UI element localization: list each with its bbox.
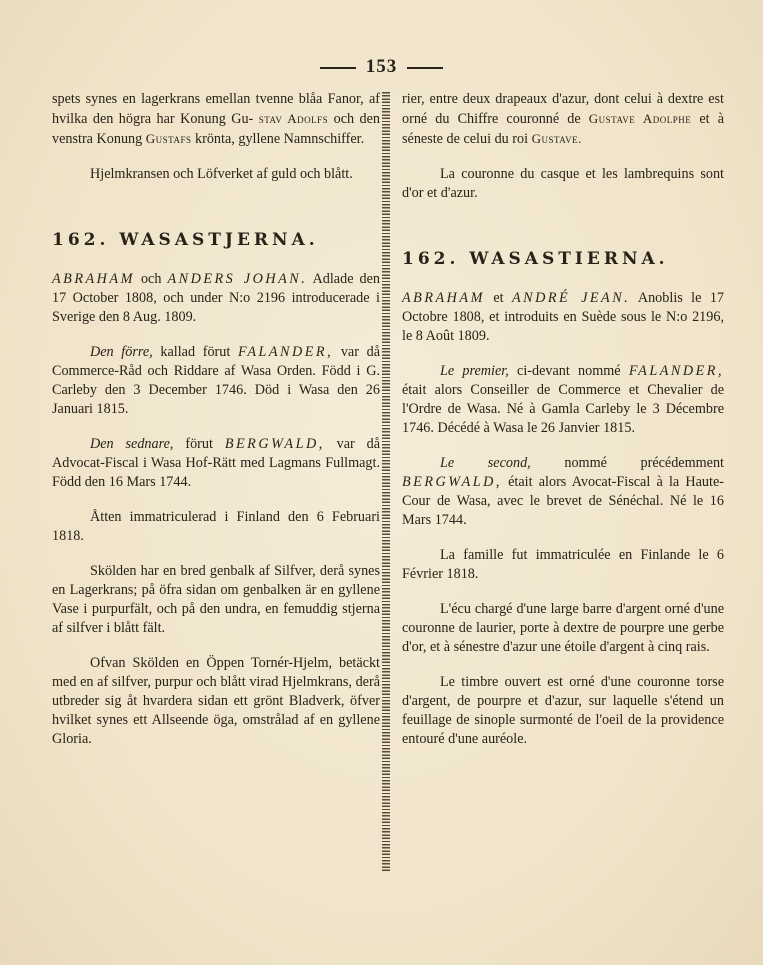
page-header (0, 56, 763, 78)
left-section-title: 162. WASASTJERNA. (52, 230, 319, 250)
right-intro: ABRAHAM et ANDRÉ JEAN. Anoblis le 17 Octobre 1808, et introduits en Suède sous le N:o 2196, le 8 Août 1809. (402, 290, 725, 344)
left-intro: ABRAHAM och ANDERS JOHAN. Adlade den 17 October 1808, och under N:o 2196 introducerade i Sverige den 8 Aug. 1809. (52, 271, 380, 325)
column-divider (382, 92, 390, 872)
right-paragraph-6: La famille fut immatriculée en Finlande le 6 Février 1818. (402, 547, 724, 582)
left-paragraph-2: Hjelmkransen och Löfverket af guld och blått. (90, 166, 353, 182)
left-paragraph-8: Ofvan Skölden en Öppen Tornér-Hjelm, betäckt med en af silfver, purpur och blått virad Hjelmkrans, derå utbreder sig åt hvardera sidan ett grönt Bladverk, öfver hvilket synes ett Allseende öga, omstrålad af en gyllene Gloria. (52, 655, 380, 747)
right-paragraph-5: Le second, nommé précédemment BERGWALD, était alors Avocat-Fiscal à la Haute-Cour de Wasa, avec le brevet de Sénéchal. Né le 16 Mars 1744. (402, 455, 725, 528)
left-paragraph-1: spets synes en lagerkrans emellan tvenne blåa Fanor, af hvilka den högra har Konung Gu- stav Adolfs och den venstra Konung Gustafs krönta, gyllene Namnschiffer. (52, 91, 380, 147)
right-paragraph-8: Le timbre ouvert est orné d'une couronne torse d'argent, de pourpre et d'azur, sur laquelle s'étend un feuillage de sinople surmonté de l'oeil de la providence entouré d'une auréole. (402, 674, 724, 747)
right-paragraph-1: rier, entre deux drapeaux d'azur, dont celui à dextre est orné du Chiffre couronné de Gustave Adolphe et à séneste de celui du roi Gustave. (402, 91, 725, 147)
right-paragraph-2: La couronne du casque et les lambrequins sont d'or et d'azur. (402, 166, 724, 201)
left-paragraph-6: Åtten immatriculerad i Finland den 6 Februari 1818. (52, 509, 380, 544)
header-dash-left (320, 67, 356, 69)
right-section-title: 162. WASASTIERNA. (402, 249, 669, 269)
left-paragraph-4: Den förre, kallad förut FALANDER, var då Commerce-Råd och Riddare af Wasa Orden. Född i G. Carleby den 3 December 1746. Död i Wasa den 26 Januari 1815. (52, 344, 380, 417)
page-number: 153 (365, 56, 398, 77)
right-paragraph-7: L'écu chargé d'une large barre d'argent orné d'une couronne de laurier, porte à dextre de pourpre une gerbe d'or, et à sénestre d'azur une étoile d'argent à cinq rais. (402, 601, 724, 655)
left-paragraph-7: Skölden har en bred genbalk af Silfver, derå synes en Lagerkrans; på öfra sidan om genbalken är en gyllene Vase i purpurfält, och på den undra, en femuddig stjerna af silfver i blått fält. (52, 563, 380, 636)
right-paragraph-4: Le premier, ci-devant nommé FALANDER, était alors Conseiller de Commerce et Chevalier de l'Ordre de Wasa. Né à Gamla Carleby le 3 Décembre 1746. Décédé à Wasa le 26 Janvier 1815. (402, 363, 724, 436)
left-paragraph-5: Den sednare, förut BERGWALD, var då Advocat-Fiscal i Wasa Hof-Rätt med Lagmans Fullmagt. Född den 16 Mars 1744. (52, 436, 381, 490)
right-column-french (402, 90, 724, 749)
left-column-swedish (52, 90, 380, 749)
header-dash-right (407, 67, 443, 69)
